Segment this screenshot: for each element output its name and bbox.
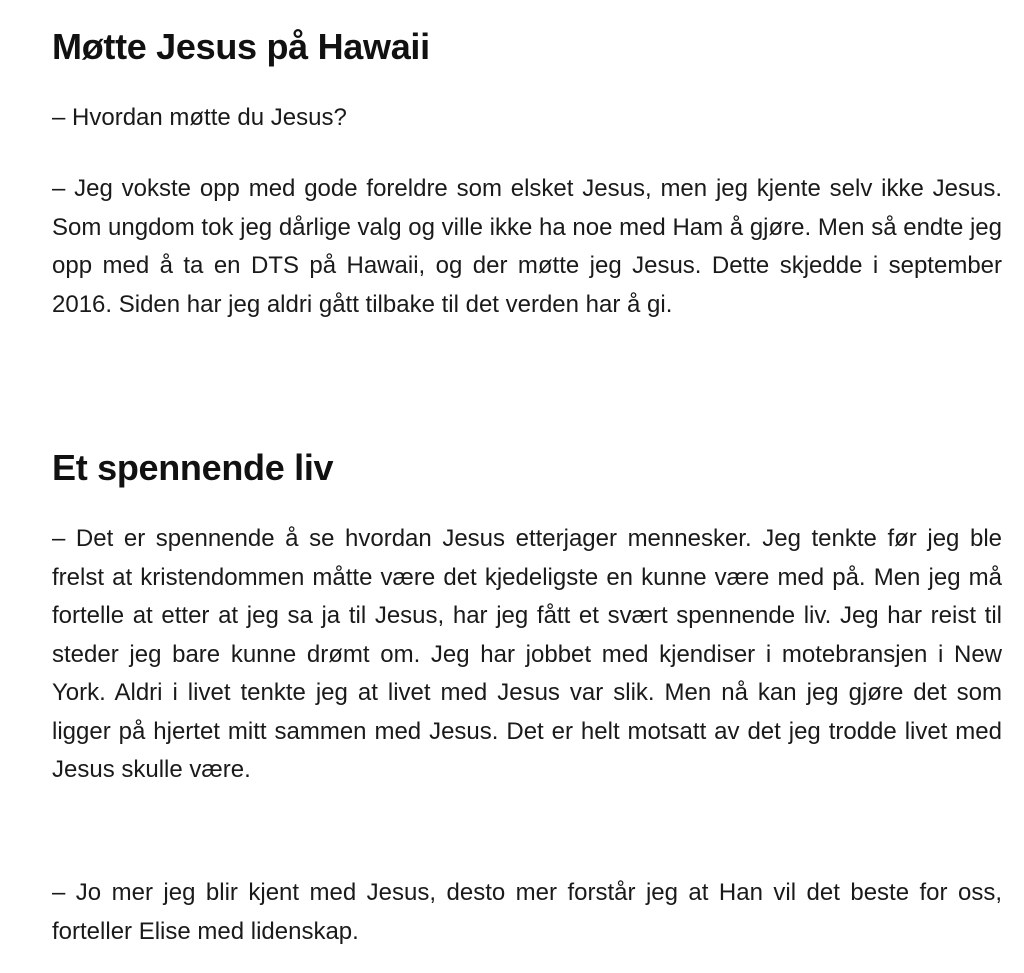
section-heading-motte-jesus: Møtte Jesus på Hawaii <box>52 26 430 67</box>
section-heading-spennende-liv: Et spennende liv <box>52 447 334 488</box>
interview-answer-paragraph: – Det er spennende å se hvordan Jesus etterjager mennesker. Jeg tenkte før jeg ble frelst at kristendommen måtte være det kjedeligste en kunne være med på. Men jeg må fortelle at etter at jeg sa ja til Jesus, har jeg fått et svært spennende liv. Jeg har reist til steder jeg bare kunne drømt om. Jeg har jobbet med kjendiser i motebransjen i New York. Aldri i livet tenkte jeg at livet med Jesus var slik. Men nå kan jeg gjøre det som ligger på hjertet mitt sammen med Jesus. Det er helt motsatt av det jeg trodde livet med Jesus skulle være. <box>52 525 1002 783</box>
interview-answer-paragraph: – Jo mer jeg blir kjent med Jesus, desto mer forstår jeg at Han vil det beste for oss, forteller Elise med lidenskap. <box>52 879 1002 945</box>
interview-answer-paragraph: – Jeg vokste opp med gode foreldre som elsket Jesus, men jeg kjente selv ikke Jesus. Som ungdom tok jeg dårlige valg og ville ikke ha noe med Ham å gjøre. Men så endte jeg opp med å ta en DTS på Hawaii, og der møtte jeg Jesus. Dette skjedde i september 2016. Siden har jeg aldri gått tilbake til det verden har å gi. <box>52 175 1002 318</box>
interview-question: – Hvordan møtte du Jesus? <box>52 104 347 131</box>
